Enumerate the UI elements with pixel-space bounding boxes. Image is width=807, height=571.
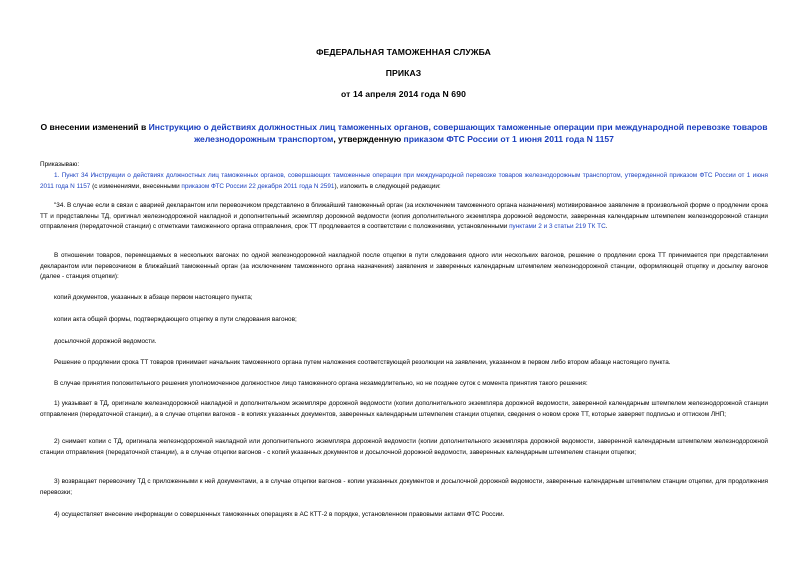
document-type-heading: ПРИКАЗ (385, 68, 422, 78)
title-instruction-link[interactable]: Инструкцию о действиях должностных лиц таможенных органов, совершающих таможенные операции при международной перевозке товаров железнодорожным транспортом (148, 122, 768, 144)
order-word: Приказываю: (40, 161, 80, 168)
paragraph-1-text-b: ), изложить в следующей редакции: (334, 182, 441, 190)
agency-heading: ФЕДЕРАЛЬНАЯ ТАМОЖЕННАЯ СЛУЖБА (316, 47, 491, 57)
amendment-order-link[interactable]: приказом ФТС России 22 декабря 2011 года N 2591 (181, 182, 335, 190)
paragraph-2-end: . (605, 223, 608, 231)
paragraph-5: копии акта общей формы, подтверждающего отцепку в пути следования вагонов; (54, 316, 297, 323)
paragraph-6: досылочной дорожной ведомости. (54, 338, 157, 345)
document-title (40, 121, 768, 145)
paragraph-7: Решение о продлении срока ТТ товаров принимает начальник таможенного органа путем наложения соответствующей резолюции на заявлении, указанном в первом либо втором абзаце настоящего пункта. (54, 359, 671, 366)
paragraph-1 (40, 171, 768, 192)
paragraph-8: В случае принятия положительного решения уполномоченное должностное лицо таможенного органа незамедлительно, но не позднее суток с момента принятия такого решения: (54, 380, 588, 387)
paragraph-10: 2) снимает копии с ТД, оригинала железнодорожной накладной или дополнительного экземпляра дорожной ведомости (копии дополнительного экземпляра дорожной ведомости, заверенной календарным штемпелем железнодорожной станции отправления (передаточной станции), а в случае отцепки вагонов - с копий указанных документов и досылочной дорожной ведомости, заверенных календарным штемпелем станции отцепки; (40, 438, 768, 456)
instruction-link[interactable]: 1. Пункт 34 Инструкции о действиях должностных лиц таможенных органов, совершающих таможенные операции при международной перевозке товаров железнодорожным транспортом, утвержденной приказом ФТС России от 1 июня 2011 года N 1157 (40, 172, 768, 190)
paragraph-1-text-a: (с изменениями, внесенными (90, 182, 182, 190)
paragraph-3: В отношении товаров, перемещаемых в нескольких вагонах по одной железнодорожной накладной после отцепки в пути следования одного или нескольких вагонов, решение о продлении срока ТТ принимается при представлении декларантом или перевозчиком в ближайший таможенный орган (за исключением таможенного органа назначения) заявления и заверенных календарным штемпелем железнодорожной станции, оформляющей отцепку и досылку вагонов (далее - станция отцепки): (40, 252, 768, 281)
paragraph-12: 4) осуществляет внесение информации о совершенных таможенных операциях в АС КТТ-2 в порядке, установленном правовыми актами ФТС России. (54, 511, 505, 518)
paragraph-11: 3) возвращает перевозчику ТД с приложенными к ней документами, а в случае отцепки вагонов - копии указанных документов и досылочной дорожной ведомости, заверенные календарным штемпелем станции отцепки, для продолжения перевозки; (40, 478, 768, 496)
customs-code-link[interactable]: пунктами 2 и 3 статьи 219 ТК ТС (509, 223, 606, 231)
title-middle: , утвержденную (333, 134, 404, 144)
paragraph-2-text: "34. В случае если в связи с аварией декларантом или перевозчиком представлено в ближайший таможенный орган (за исключением таможенного органа назначения) мотивированное заявление в произвольной форме о продлении срока ТТ и представлены ТД, оригинал железнодорожной накладной и дополнительный экземпляр дорожной ведомости (копия дополнительного экземпляра дорожной ведомости, заверенная календарным штемпелем железнодорожной станции отправления (передаточной станции) с отметками таможенного органа отправления, срок ТТ продлевается в соответствии с положениями, установленными (40, 202, 768, 231)
title-prefix: О внесении изменений в (40, 122, 149, 132)
paragraph-9: 1) указывает в ТД, оригинале железнодорожной накладной и дополнительном экземпляре дорожной ведомости (копии дополнительного экземпляра дорожной ведомости, заверенной календарным штемпелем железнодорожной станции отправления (передаточной станции), а в случае отцепки вагонов - в копиях указанных документов, заверенных календарным штемпелем станции отцепки, сведения о новом сроке ТТ, которые заверяет подписью и оттиском ЛНП; (40, 400, 768, 418)
title-order-link[interactable]: приказом ФТС России от 1 июня 2011 года N 1157 (403, 134, 614, 144)
paragraph-2 (40, 201, 768, 233)
paragraph-4: копий документов, указанных в абзаце первом настоящего пункта; (54, 294, 253, 301)
document-date: от 14 апреля 2014 года N 690 (341, 89, 466, 99)
